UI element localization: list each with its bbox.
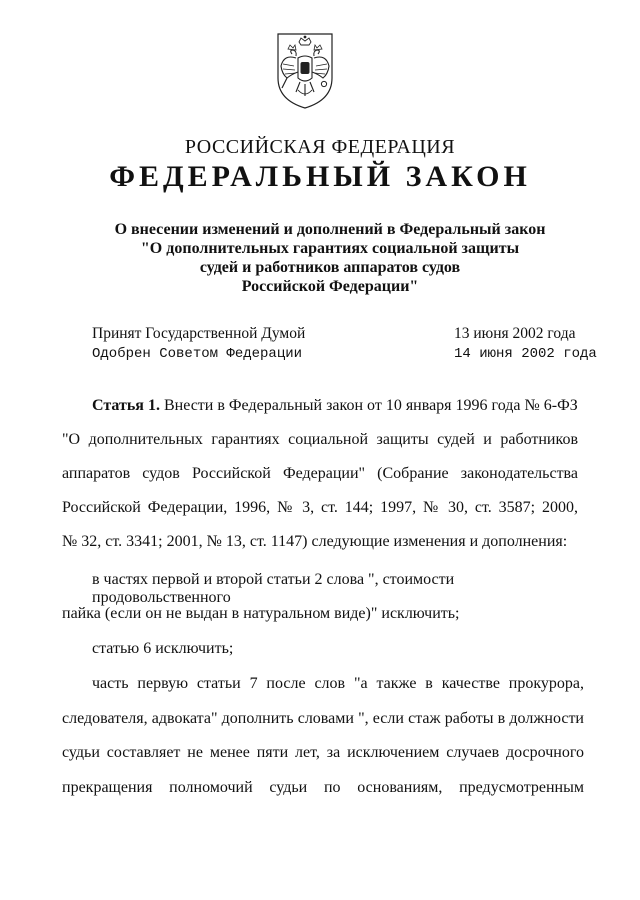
duma-adoption-date: 13 июня 2002 года — [454, 325, 576, 342]
law-title-line: судей и работников аппаратов судов — [199, 259, 461, 276]
law-title-line: "О дополнительных гарантиях социальной защиты — [140, 240, 520, 257]
council-approval-label: Одобрен Советом Федерации — [92, 346, 303, 362]
law-title-line: О внесении изменений и дополнений в Федеральный закон — [114, 221, 546, 238]
article-1-first-line — [92, 397, 578, 415]
body-line: следователя, адвоката" дополнить словами ", если стаж работы в должности — [62, 710, 584, 727]
body-line: "О дополнительных гарантиях социальной защиты судей и работников — [62, 431, 578, 448]
body-line: Российской Федерации, 1996, № 3, ст. 144; 1997, № 30, ст. 3587; 2000, — [62, 499, 578, 516]
body-line: пайка (если он не выдан в натуральном виде)" исключить; — [62, 605, 460, 622]
body-line: в частях первой и второй статьи 2 слова ", стоимости продовольственного — [92, 571, 455, 606]
article-heading: Статья 1. — [92, 397, 160, 414]
body-line: статью 6 исключить; — [92, 640, 234, 657]
duma-adoption-label: Принят Государственной Думой — [92, 325, 306, 342]
coat-of-arms-emblem — [272, 30, 338, 110]
law-title-line: Российской Федерации" — [241, 278, 419, 295]
document-type: ФЕДЕРАЛЬНЫЙ ЗАКОН — [109, 160, 531, 193]
country-name: РОССИЙСКАЯ ФЕДЕРАЦИЯ — [184, 136, 456, 158]
body-line: судьи составляет не менее пяти лет, за исключением случаев досрочного — [62, 744, 584, 761]
body-line: прекращения полномочий судьи по основаниям, предусмотренным — [62, 779, 584, 796]
body-line: часть первую статьи 7 после слов "а также в качестве прокурора, — [92, 675, 584, 692]
law-title — [0, 220, 640, 296]
council-approval-date: 14 июня 2002 года — [454, 346, 597, 362]
adoption-dates — [454, 324, 597, 364]
body-line: аппаратов судов Российской Федерации" (Собрание законодательства — [62, 465, 578, 482]
adoption-labels — [92, 324, 305, 364]
body-line: № 32, ст. 3341; 2001, № 13, ст. 1147) следующие изменения и дополнения: — [62, 533, 568, 550]
body-line: Внести в Федеральный закон от 10 января 1996 года № 6-ФЗ — [163, 397, 578, 414]
